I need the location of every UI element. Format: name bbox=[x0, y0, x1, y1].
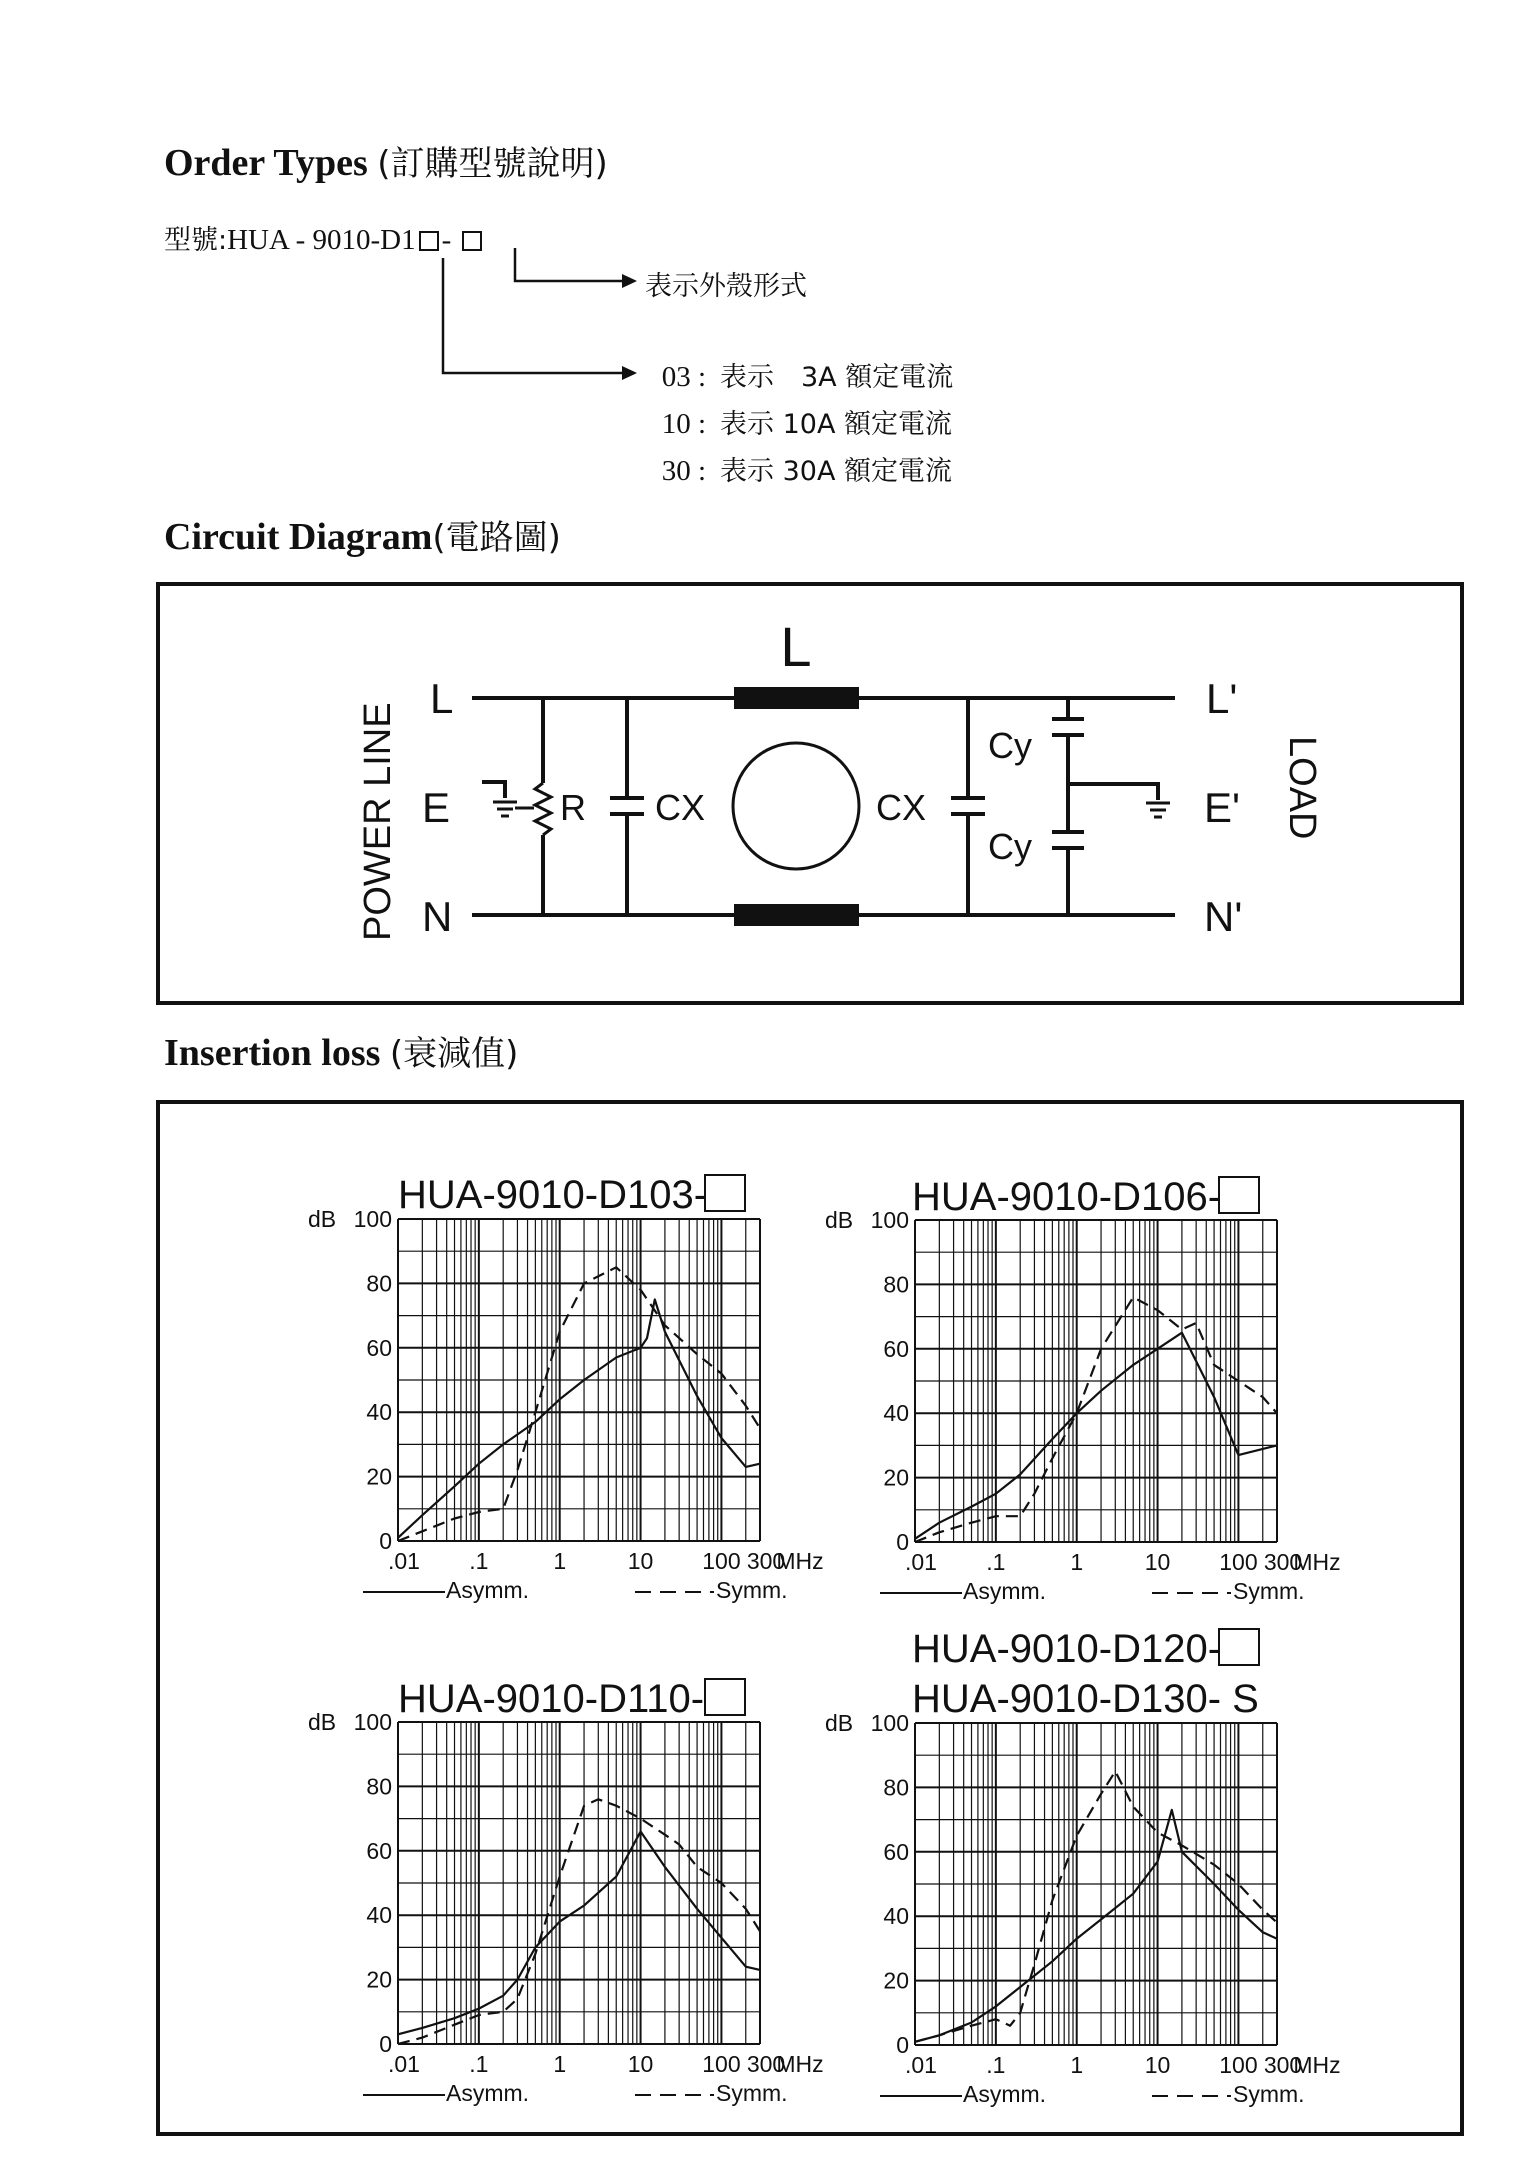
x-tick-label: 100 bbox=[702, 1548, 741, 1574]
x-tick-label: .01 bbox=[905, 2052, 937, 2078]
x-tick-label: 1 bbox=[553, 1548, 567, 1574]
legend-label: Symm. bbox=[1233, 1578, 1305, 1604]
y-tick-label: 0 bbox=[379, 2031, 392, 2057]
chart-title-2: HUA-9010-D130- S bbox=[912, 1677, 1259, 1721]
y-tick-label: 0 bbox=[379, 1528, 392, 1554]
insertion-title-cjk: (衰減值) bbox=[389, 1034, 519, 1074]
y-tick-label: 80 bbox=[883, 1271, 909, 1298]
label-Cy-bottom: Cy bbox=[988, 826, 1032, 867]
y-tick-label: 100 bbox=[353, 1709, 392, 1735]
label-CX-right: CX bbox=[876, 787, 927, 828]
series-solid bbox=[915, 1810, 1277, 2042]
y-tick-label: 80 bbox=[366, 1270, 392, 1297]
y-tick-label: 100 bbox=[353, 1206, 392, 1232]
series-dashed bbox=[398, 1799, 760, 2044]
insertion-title: Insertion loss bbox=[164, 1032, 381, 1074]
y-axis-label: dB bbox=[825, 1710, 854, 1736]
legend-label: Asymm. bbox=[963, 1578, 1047, 1604]
x-tick-label: .1 bbox=[469, 1548, 489, 1574]
y-tick-label: 40 bbox=[366, 1902, 392, 1929]
y-tick-label: 80 bbox=[883, 1774, 909, 1801]
series-dashed bbox=[915, 1771, 1277, 2042]
x-tick-label: .01 bbox=[905, 1549, 937, 1575]
chart-title: HUA-9010-D120- bbox=[912, 1627, 1222, 1671]
y-tick-label: 60 bbox=[366, 1334, 392, 1361]
chart-1 bbox=[308, 1173, 824, 1603]
order-types-title-cjk: (訂購型號說明) bbox=[377, 144, 608, 184]
legend-label: Symm. bbox=[716, 1577, 788, 1603]
chart-title-box bbox=[1219, 1629, 1259, 1665]
series-solid bbox=[398, 1832, 760, 2035]
label-Cy-top: Cy bbox=[988, 725, 1032, 766]
label-E-in: E bbox=[422, 784, 451, 831]
y-axis-label: dB bbox=[308, 1709, 337, 1735]
chart-title-box bbox=[705, 1175, 745, 1211]
legend-label: Symm. bbox=[1233, 2081, 1305, 2107]
label-R: R bbox=[560, 787, 586, 828]
chart-2 bbox=[825, 1175, 1341, 1604]
case-note: 表示外殼形式 bbox=[645, 271, 807, 302]
chart-grid bbox=[398, 1722, 760, 2044]
rating-code: 30 : bbox=[661, 455, 706, 487]
x-tick-label: .1 bbox=[986, 2052, 1006, 2078]
y-tick-label: 40 bbox=[883, 1903, 909, 1930]
rating-text: 表示 30A 額定電流 bbox=[720, 456, 952, 487]
x-unit-label: MHz bbox=[776, 2051, 824, 2077]
rating-text: 表示 3A 額定電流 bbox=[720, 362, 954, 393]
x-tick-label: 300 bbox=[746, 2051, 786, 2077]
y-tick-label: 100 bbox=[870, 1207, 909, 1233]
x-tick-label: 300 bbox=[746, 1548, 786, 1574]
chart-title-box bbox=[705, 1679, 745, 1715]
chart-grid bbox=[915, 1723, 1277, 2045]
rating-text: 表示 10A 額定電流 bbox=[720, 409, 952, 440]
x-tick-label: .01 bbox=[388, 1548, 420, 1574]
chart-title-box bbox=[1219, 1177, 1259, 1213]
y-tick-label: 20 bbox=[883, 1464, 909, 1491]
y-tick-label: 40 bbox=[366, 1399, 392, 1426]
x-tick-label: 10 bbox=[1144, 2052, 1171, 2078]
y-axis-label: dB bbox=[308, 1206, 337, 1232]
x-tick-label: 10 bbox=[627, 2051, 654, 2077]
label-N-in: N bbox=[422, 893, 453, 940]
y-tick-label: 80 bbox=[366, 1773, 392, 1800]
x-tick-label: 100 bbox=[702, 2051, 741, 2077]
chart-3 bbox=[308, 1677, 824, 2106]
rating-code: 10 : bbox=[661, 408, 706, 440]
chart-title: HUA-9010-D110- bbox=[398, 1677, 705, 1721]
rating-code: 03 : bbox=[661, 361, 706, 393]
chart-title: HUA-9010-D106- bbox=[912, 1175, 1222, 1219]
label-L-in: L bbox=[430, 675, 454, 722]
model-prefix: 型號: bbox=[164, 225, 228, 256]
x-tick-label: 100 bbox=[1219, 2052, 1258, 2078]
x-tick-label: .1 bbox=[986, 1549, 1006, 1575]
x-unit-label: MHz bbox=[776, 1548, 824, 1574]
x-tick-label: 100 bbox=[1219, 1549, 1258, 1575]
chart-grid bbox=[915, 1220, 1277, 1542]
x-tick-label: 1 bbox=[553, 2051, 567, 2077]
x-tick-label: 300 bbox=[1263, 2052, 1303, 2078]
x-tick-label: 1 bbox=[1070, 2052, 1084, 2078]
y-tick-label: 60 bbox=[883, 1838, 909, 1865]
legend-label: Asymm. bbox=[963, 2081, 1047, 2107]
x-tick-label: .1 bbox=[469, 2051, 489, 2077]
model-code: HUA - 9010-D1 bbox=[227, 224, 416, 256]
label-CX-left: CX bbox=[655, 787, 706, 828]
label-inductor: L bbox=[780, 615, 812, 678]
y-tick-label: 20 bbox=[883, 1967, 909, 1994]
label-E-out: E' bbox=[1204, 784, 1241, 831]
chart-4 bbox=[825, 1627, 1341, 2107]
label-power-line: POWER LINE bbox=[357, 702, 399, 941]
legend-label: Symm. bbox=[716, 2080, 788, 2106]
series-dashed bbox=[398, 1267, 760, 1541]
label-L-out: L' bbox=[1206, 675, 1238, 722]
y-tick-label: 60 bbox=[366, 1837, 392, 1864]
series-solid bbox=[915, 1333, 1277, 1539]
order-types-title: Order Types bbox=[164, 142, 368, 184]
x-tick-label: .01 bbox=[388, 2051, 420, 2077]
circuit-title-cjk: (電路圖) bbox=[432, 518, 561, 558]
x-unit-label: MHz bbox=[1293, 1549, 1341, 1575]
x-tick-label: 1 bbox=[1070, 1549, 1084, 1575]
x-unit-label: MHz bbox=[1293, 2052, 1341, 2078]
legend-label: Asymm. bbox=[446, 2080, 530, 2106]
chart-title: HUA-9010-D103- bbox=[398, 1173, 708, 1217]
x-tick-label: 10 bbox=[1144, 1549, 1171, 1575]
y-tick-label: 100 bbox=[870, 1710, 909, 1736]
y-tick-label: 0 bbox=[896, 1529, 909, 1555]
x-tick-label: 300 bbox=[1263, 1549, 1303, 1575]
x-tick-label: 10 bbox=[627, 1548, 654, 1574]
label-load: LOAD bbox=[1281, 736, 1323, 840]
chart-grid bbox=[398, 1219, 760, 1541]
y-tick-label: 0 bbox=[896, 2032, 909, 2058]
y-tick-label: 20 bbox=[366, 1966, 392, 1993]
label-N-out: N' bbox=[1204, 893, 1243, 940]
y-axis-label: dB bbox=[825, 1207, 854, 1233]
y-tick-label: 40 bbox=[883, 1400, 909, 1427]
y-tick-label: 20 bbox=[366, 1463, 392, 1490]
circuit-title: Circuit Diagram bbox=[164, 516, 433, 558]
series-solid bbox=[398, 1300, 760, 1538]
legend-label: Asymm. bbox=[446, 1577, 530, 1603]
y-tick-label: 60 bbox=[883, 1335, 909, 1362]
model-separator: - bbox=[441, 224, 452, 256]
